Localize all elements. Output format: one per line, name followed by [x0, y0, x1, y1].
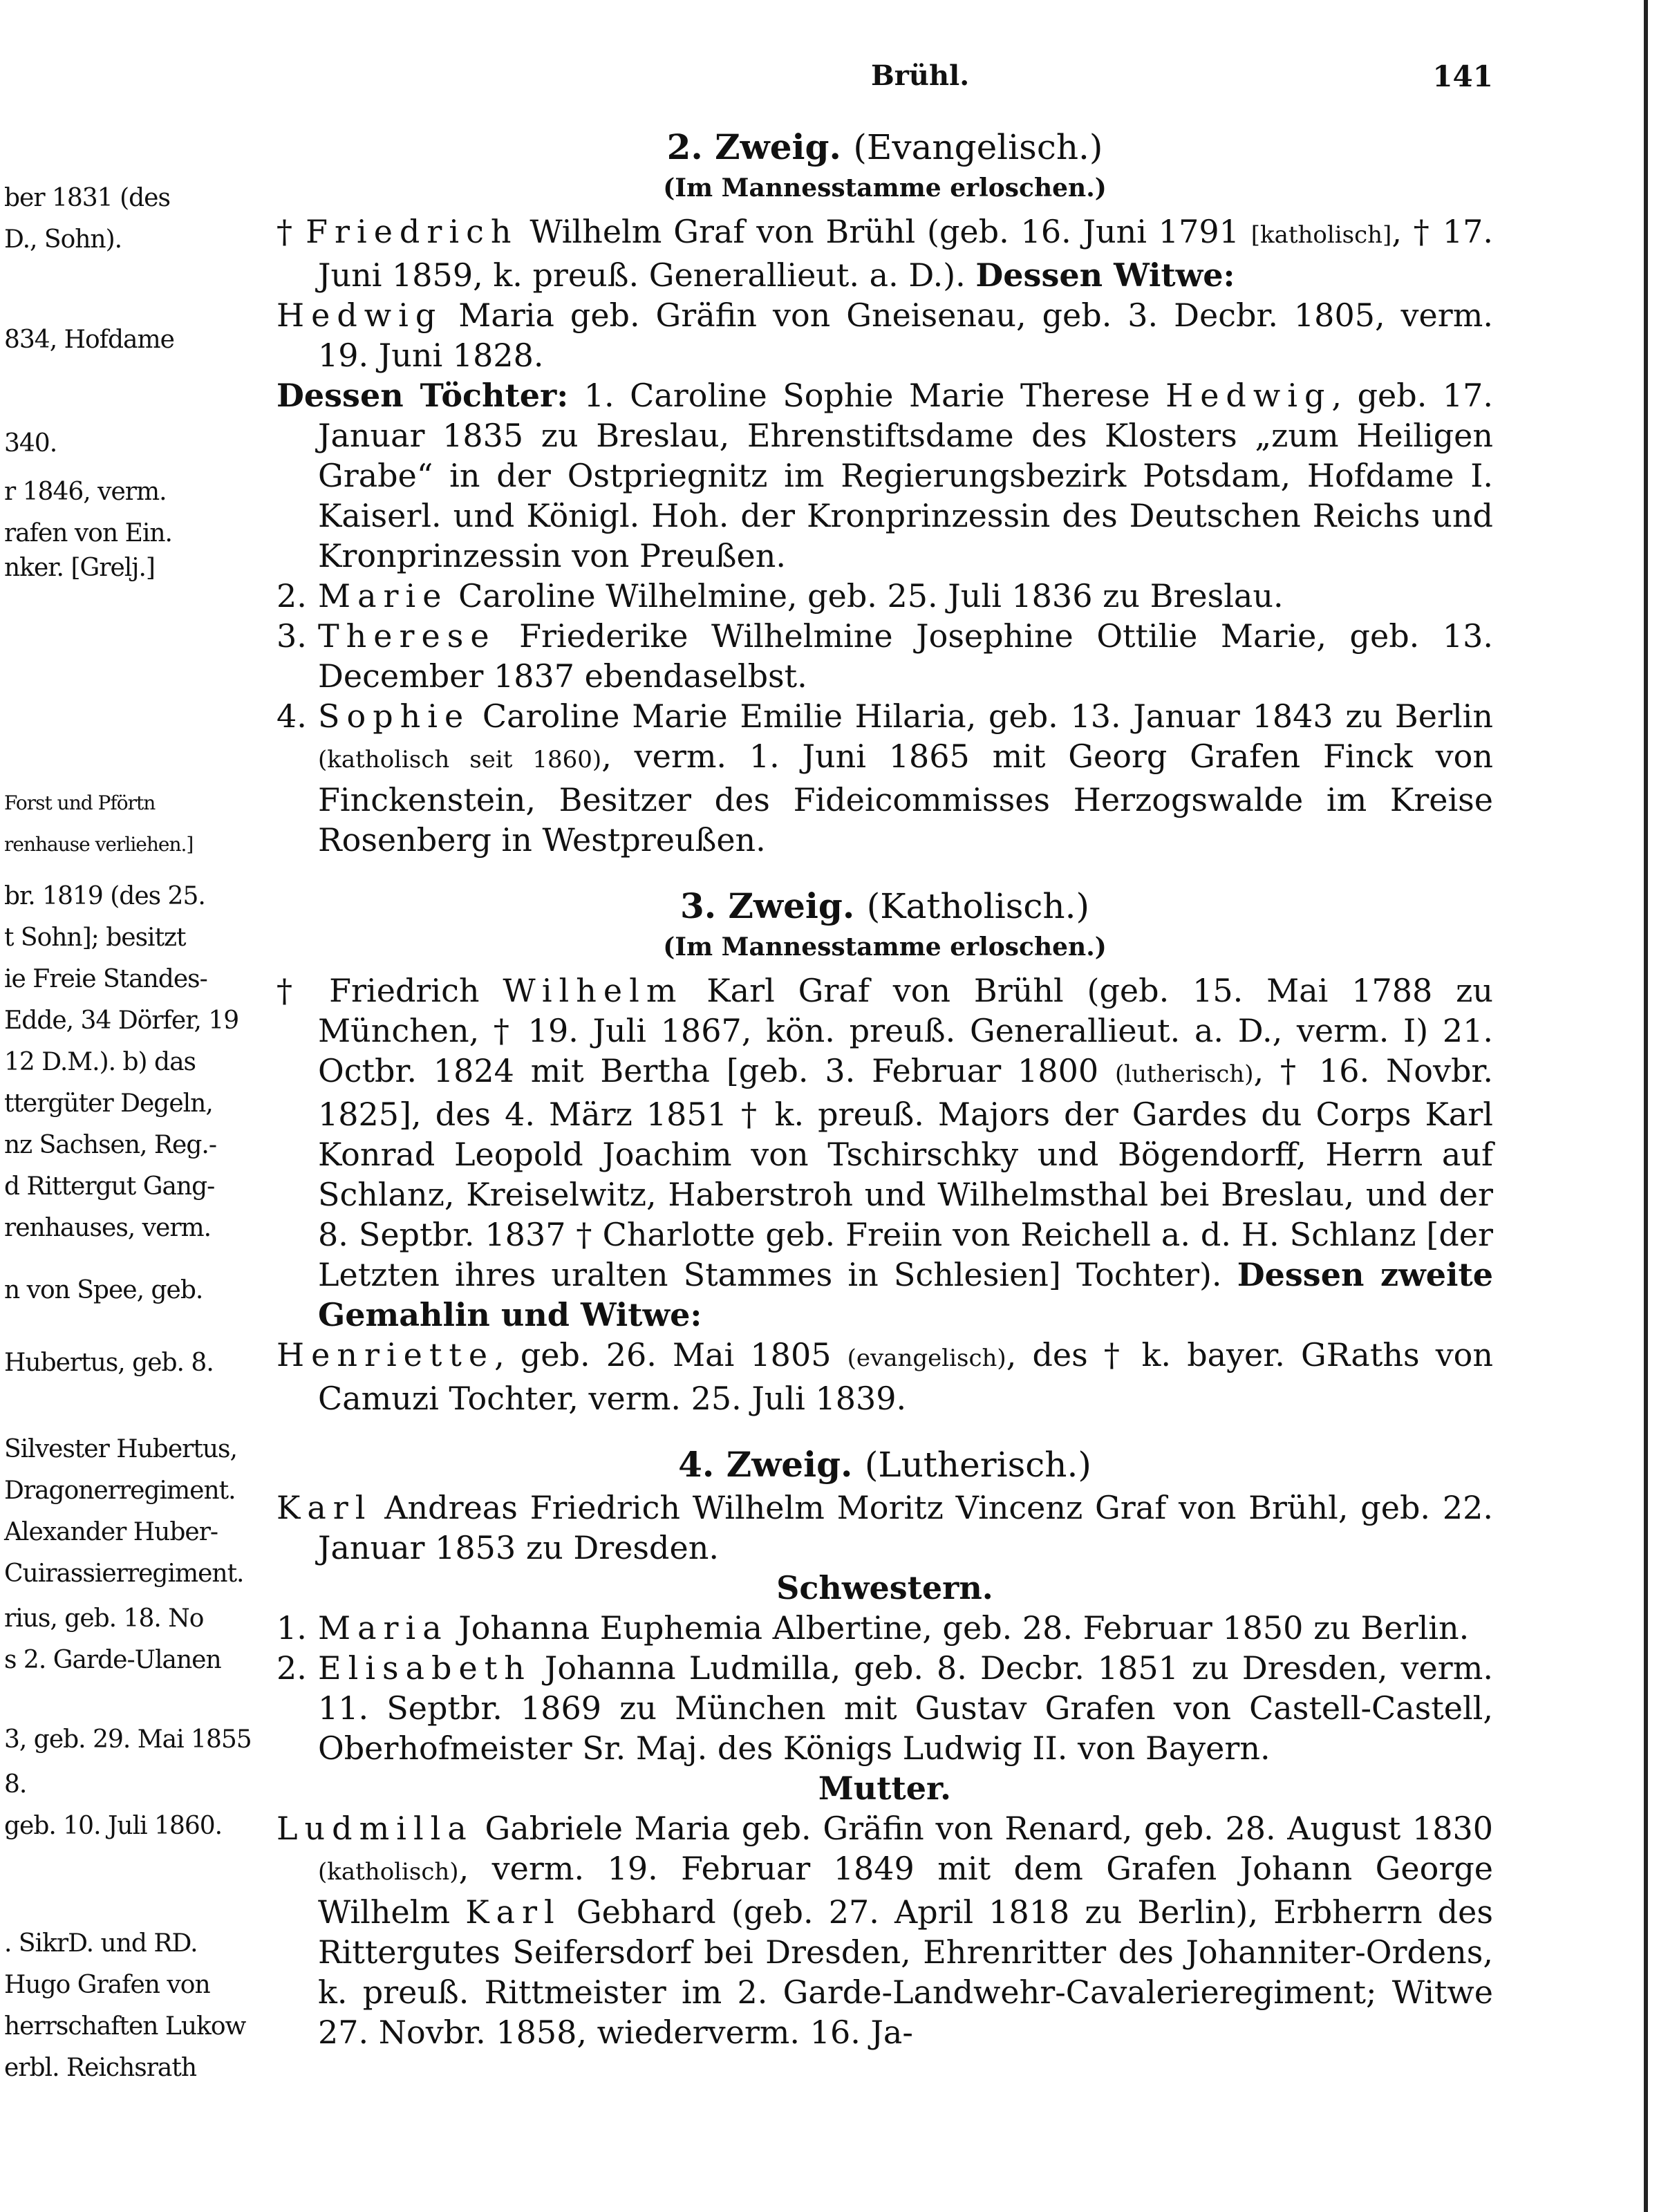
main-text — [276, 124, 1493, 2052]
branch-3-widow-entry: Henriette, geb. 26. Mai 1805 (evangelisch), des † k. bayer. GRaths von Camuzi Tochter, verm. 25. Juli 1839. — [276, 1336, 1494, 1417]
branch-2-heading: 2. Zweig. — [666, 126, 841, 167]
adjacent-fragment-line: ie Freie Standes- — [4, 965, 207, 993]
branch-2-daughter-1: Dessen Töchter: 1. Caroline Sophie Marie Therese Hedwig, geb. 17. Januar 1835 zu Breslau, Ehrenstiftsdame des Klosters „zum Heiligen Grabe“ in der Ostpriegnitz im Regierungsbezirk Potsdam, Hofdame I. Kaiserl. und Königl. Hoh. der Kronprinzessin des Deutschen Reichs und Kronprinzessin von Preußen. — [276, 377, 1493, 574]
adjacent-fragment-line: nz Sachsen, Reg.- — [4, 1131, 216, 1159]
adjacent-fragment-line: rafen von Ein. — [4, 519, 172, 547]
branch-2-title — [276, 124, 1493, 170]
adjacent-fragment-line: Hubertus, geb. 8. — [4, 1349, 214, 1377]
branch-2-note: (Im Mannesstamme erloschen.) — [663, 174, 1107, 203]
mother-heading: Mutter. — [818, 1770, 952, 1807]
branch-2-daughter-3: 3. Therese Friederike Wilhelmine Josephine Ottilie Marie, geb. 13. December 1837 ebendaselbst. — [276, 617, 1493, 695]
adjacent-fragment-line: geb. 10. Juli 1860. — [4, 1812, 223, 1840]
branch-4-heading: 4. Zweig. — [678, 1444, 853, 1485]
adjacent-fragment-line: Cuirassierregiment. — [4, 1559, 244, 1588]
adjacent-fragment-line: 340. — [4, 429, 57, 458]
adjacent-fragment-line: d Rittergut Gang- — [4, 1172, 215, 1201]
branch-2-confession: (Evangelisch.) — [853, 127, 1103, 167]
adjacent-fragment-line: . SikrD. und RD. — [4, 1929, 198, 1958]
branch-3-title — [276, 883, 1493, 929]
adjacent-fragment-line: t Sohn]; besitzt — [4, 924, 186, 952]
adjacent-fragment-line: ber 1831 (des — [4, 184, 170, 212]
adjacent-fragment-line: renhause verliehen.] — [4, 833, 194, 856]
running-head — [276, 59, 1493, 98]
adjacent-fragment-line: 834, Hofdame — [4, 326, 174, 354]
adjacent-fragment-line: herrschaften Lukow — [4, 2012, 246, 2041]
branch-3-note: (Im Mannesstamme erloschen.) — [663, 932, 1107, 962]
adjacent-fragment-line: Edde, 34 Dörfer, 19 — [4, 1006, 239, 1035]
adjacent-fragment-line: Alexander Huber- — [4, 1518, 218, 1546]
adjacent-fragment-line: D., Sohn). — [4, 225, 122, 254]
branch-3-confession: (Katholisch.) — [866, 886, 1090, 926]
adjacent-fragment-line: s 2. Garde-Ulanen — [4, 1646, 221, 1674]
adjacent-fragment-line: Hugo Grafen von — [4, 1971, 210, 1999]
adjacent-fragment-line: br. 1819 (des 25. — [4, 882, 205, 910]
page-number: 141 — [1432, 59, 1493, 93]
adjacent-fragment-line: r 1846, verm. — [4, 478, 167, 506]
adjacent-fragment-line: rius, geb. 18. No — [4, 1604, 204, 1633]
branch-2-daughter-4: 4. Sophie Caroline Marie Emilie Hilaria, geb. 13. Januar 1843 zu Berlin (katholisch seit 1860), verm. 1. Juni 1865 mit Georg Grafen Finck von Finckenstein, Besitzer des Fideicommisses Herzogswalde im Kreise Rosenberg in Westpreußen. — [276, 697, 1493, 859]
adjacent-fragment-line: n von Spee, geb. — [4, 1276, 203, 1304]
branch-4-sister-1: 1. Maria Johanna Euphemia Albertine, geb. 28. Februar 1850 zu Berlin. — [276, 1609, 1470, 1647]
branch-4-sister-2: 2. Elisabeth Johanna Ludmilla, geb. 8. Decbr. 1851 zu Dresden, verm. 11. Septbr. 1869 zu München mit Gustav Grafen von Castell-Castell, Oberhofmeister Sr. Maj. des Königs Ludwig II. von Bayern. — [276, 1649, 1493, 1767]
branch-4-confession: (Lutherisch.) — [864, 1445, 1091, 1485]
branch-2-widow-entry: Hedwig Maria geb. Gräfin von Gneisenau, geb. 3. Decbr. 1805, verm. 19. Juni 1828. — [276, 297, 1493, 374]
running-title: Brühl. — [871, 59, 970, 92]
adjacent-fragment-line: 3, geb. 29. Mai 1855 — [4, 1725, 252, 1754]
branch-4-head-entry: Karl Andreas Friedrich Wilhelm Moritz Vincenz Graf von Brühl, geb. 22. Januar 1853 zu Dresden. — [276, 1489, 1493, 1566]
adjacent-page-fragment — [0, 0, 252, 2212]
page-edge — [1644, 0, 1648, 2212]
adjacent-fragment-line: renhauses, verm. — [4, 1214, 212, 1242]
branch-3-head-entry: † Friedrich Wilhelm Karl Graf von Brühl (geb. 15. Mai 1788 zu München, † 19. Juli 1867, kön. preuß. Generallieut. a. D., verm. I) 21. Octbr. 1824 mit Bertha [geb. 3. Februar 1800 (lutherisch), † 16. Novbr. 1825], des 4. März 1851 † k. preuß. Majors der Gardes du Corps Karl Konrad Leopold Joachim von Tschirschky und Bögendorff, Herrn auf Schlanz, Kreiselwitz, Haberstroh und Wilhelmsthal bei Breslau, und der 8. Septbr. 1837 † Charlotte geb. Freiin von Reichell a. d. H. Schlanz [der Letzten ihres uralten Stammes in Schlesien] Tochter). Dessen zweite Gemahlin und Witwe: — [276, 972, 1493, 1333]
adjacent-fragment-line: erbl. Reichsrath — [4, 2054, 197, 2082]
adjacent-fragment-line: 12 D.M.). b) das — [4, 1048, 196, 1076]
branch-4-mother-entry: Ludmilla Gabriele Maria geb. Gräfin von Renard, geb. 28. August 1830 (katholisch), verm. 19. Februar 1849 mit dem Grafen Johann George Wilhelm Karl Gebhard (geb. 27. April 1818 zu Berlin), Erbherrn des Rittergutes Seifersdorf bei Dresden, Ehrenritter des Johanniter-Ordens, k. preuß. Rittmeister im 2. Garde-Landwehr-Cavalerieregiment; Witwe 27. Novbr. 1858, wiederverm. 16. Ja- — [276, 1810, 1493, 2051]
adjacent-fragment-line: Forst und Pförtn — [4, 791, 156, 814]
branch-3-heading: 3. Zweig. — [679, 885, 855, 926]
branch-2-head-entry: † Friedrich Wilhelm Graf von Brühl (geb. 16. Juni 1791 [katholisch], † 17. Juni 1859, k. preuß. Generallieut. a. D.). Dessen Witwe: — [276, 213, 1494, 294]
adjacent-fragment-line: Dragonerregiment. — [4, 1477, 236, 1505]
adjacent-fragment-line: nker. [Grelj.] — [4, 554, 155, 582]
adjacent-fragment-line: ttergüter Degeln, — [4, 1089, 213, 1118]
branch-4-title — [276, 1442, 1493, 1488]
adjacent-fragment-line: Silvester Hubertus, — [4, 1435, 237, 1463]
branch-2-daughter-2: 2. Marie Caroline Wilhelmine, geb. 25. Juli 1836 zu Breslau. — [276, 577, 1284, 615]
adjacent-fragment-line: 8. — [4, 1770, 27, 1799]
sisters-heading: Schwestern. — [776, 1569, 993, 1606]
